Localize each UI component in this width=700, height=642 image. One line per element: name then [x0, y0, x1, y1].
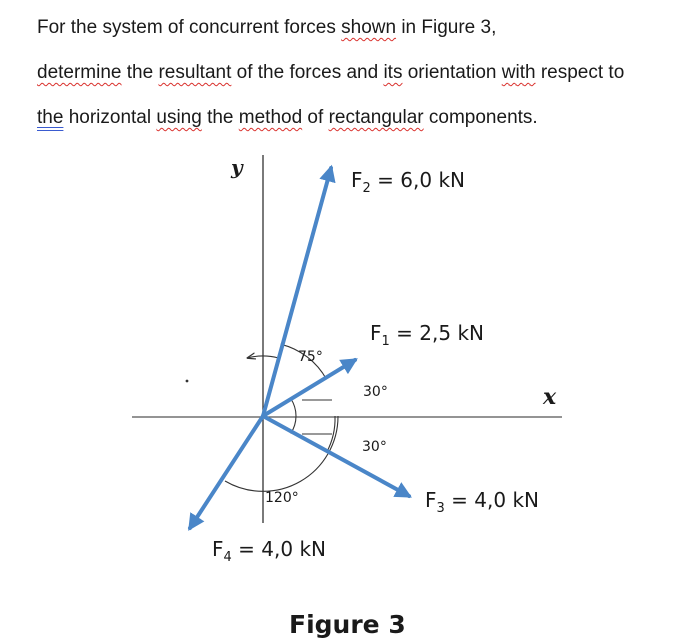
text-run: the [121, 62, 159, 83]
force-arrow-f3 [263, 416, 409, 496]
text-run: the [201, 107, 239, 128]
text-run: For the system of concurrent forces [37, 17, 342, 38]
text-run-flagged: the [37, 107, 64, 128]
text-run: components. [423, 107, 538, 128]
text-run: respect to [535, 62, 625, 83]
force-label-f3: $F_3 = 4,0$ kN [425, 488, 539, 516]
text-run: of the forces and [231, 62, 384, 83]
force-label-f2: $F_2 = 6,0$ kN [351, 168, 465, 196]
angle-label-30-bottom: 30° [362, 439, 387, 455]
stray-dot [186, 380, 189, 383]
text-run-flagged: its [383, 62, 403, 83]
angle-label-30-top: 30° [363, 384, 388, 400]
force-label-f4: $F_4 = 4,0$ kN [212, 537, 326, 565]
text-run-flagged: determine [37, 62, 122, 83]
figure-caption: Figure 3 [289, 610, 406, 639]
angle-label-120: 120° [265, 490, 299, 506]
text-run: horizontal [63, 107, 157, 128]
text-run-flagged: method [238, 107, 303, 128]
text-run-flagged: shown [341, 17, 397, 38]
text-run: orientation [402, 62, 502, 83]
text-run-flagged: rectangular [328, 107, 424, 128]
y-axis-label: y [231, 155, 243, 179]
text-run-flagged: resultant [158, 62, 232, 83]
force-label-f1: $F_1 = 2,5$ kN [370, 321, 484, 349]
arc-small-upper [291, 399, 296, 417]
text-run-flagged: using [156, 107, 202, 128]
text-run: in Figure 3, [396, 17, 497, 38]
text-run: of [302, 107, 329, 128]
force-arrow-f4 [190, 416, 263, 528]
text-run-flagged: with [501, 62, 536, 83]
x-axis-label: x [543, 384, 557, 410]
angle-label-75: 75° [298, 349, 323, 365]
